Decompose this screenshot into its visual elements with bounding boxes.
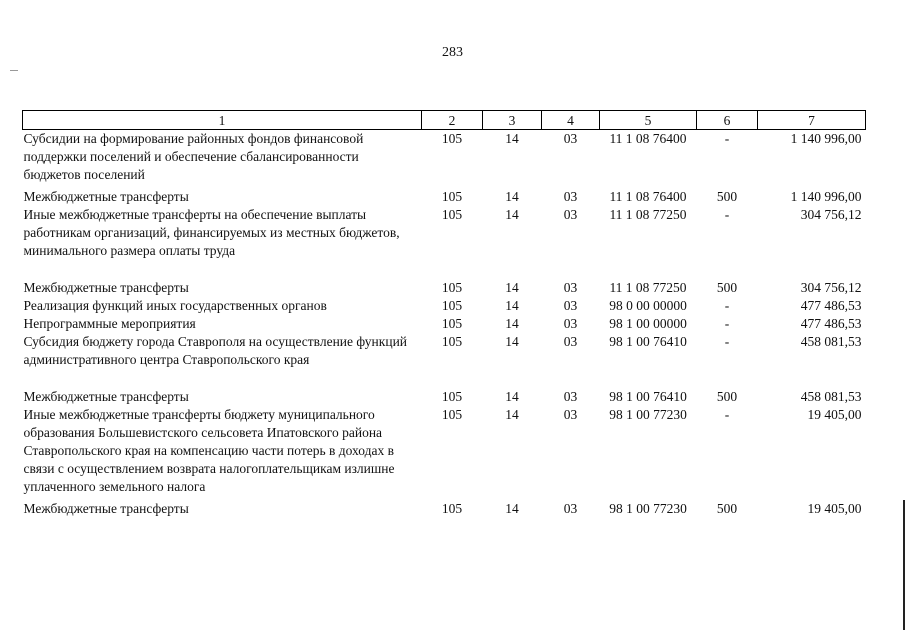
row-section: 14 (505, 316, 519, 331)
row-amount: 304 756,12 (800, 280, 862, 295)
row-ministry-code: 105 (441, 389, 463, 404)
row-target-article: 98 0 00 00000 (609, 298, 687, 313)
table-row (23, 130, 866, 189)
header-col-6: 6 (697, 111, 758, 130)
row-expense-type: 500 (716, 389, 738, 404)
row-amount: 477 486,53 (800, 298, 862, 313)
row-subsection: 03 (563, 501, 578, 516)
row-target-article: 98 1 00 76410 (609, 389, 687, 404)
row-name: Иные межбюджетные трансферты на обеспечение выплаты работникам организаций, финансируемых из местных бюджетов, минимального размера оплаты труда (23, 207, 400, 258)
row-amount: 1 140 996,00 (790, 131, 862, 146)
row-expense-type: 500 (716, 280, 738, 295)
table-row (23, 315, 866, 333)
table-header (23, 111, 866, 130)
table-body (23, 130, 866, 519)
row-target-article: 98 1 00 00000 (609, 316, 687, 331)
row-amount: 458 081,53 (800, 334, 862, 349)
row-subsection: 03 (563, 389, 578, 404)
row-expense-type: - (724, 316, 730, 331)
row-ministry-code: 105 (441, 131, 463, 146)
row-name: Реализация функций иных государственных органов (23, 298, 327, 313)
row-ministry-code: 105 (441, 407, 463, 422)
row-amount: 1 140 996,00 (790, 189, 862, 204)
row-target-article: 11 1 08 76400 (609, 189, 687, 204)
row-expense-type: - (724, 207, 730, 222)
row-name: Непрограммные мероприятия (23, 316, 196, 331)
row-subsection: 03 (563, 407, 578, 422)
row-subsection: 03 (563, 298, 578, 313)
row-expense-type: 500 (716, 501, 738, 516)
row-name: Межбюджетные трансферты (23, 280, 189, 295)
row-amount: 19 405,00 (807, 407, 862, 422)
row-target-article: 11 1 08 76400 (609, 131, 687, 146)
row-ministry-code: 105 (441, 298, 463, 313)
row-subsection: 03 (563, 334, 578, 349)
scan-artifact (10, 70, 18, 71)
row-target-article: 11 1 08 77250 (609, 280, 687, 295)
row-name: Субсидия бюджету города Ставрополя на осуществление функций административного центра Ставропольского края (23, 334, 408, 367)
row-amount: 304 756,12 (800, 207, 862, 222)
header-col-4: 4 (542, 111, 600, 130)
budget-table (22, 110, 866, 518)
row-section: 14 (505, 207, 519, 222)
header-col-1: 1 (23, 111, 422, 130)
row-expense-type: - (724, 131, 730, 146)
header-col-3: 3 (483, 111, 542, 130)
table-row (23, 297, 866, 315)
table-row (23, 188, 866, 206)
table-row (23, 406, 866, 500)
row-expense-type: 500 (716, 189, 738, 204)
row-amount: 19 405,00 (807, 501, 862, 516)
row-subsection: 03 (563, 207, 578, 222)
row-ministry-code: 105 (441, 316, 463, 331)
row-target-article: 98 1 00 77230 (609, 407, 687, 422)
header-col-5: 5 (600, 111, 697, 130)
row-target-article: 11 1 08 77250 (609, 207, 687, 222)
header-row (23, 111, 866, 130)
row-section: 14 (505, 131, 519, 146)
row-name: Субсидии на формирование районных фондов финансовой поддержки поселений и обеспечение сбалансированности бюджетов поселений (23, 131, 364, 182)
row-section: 14 (505, 189, 519, 204)
row-ministry-code: 105 (441, 334, 463, 349)
row-section: 14 (505, 407, 519, 422)
row-expense-type: - (724, 407, 730, 422)
row-subsection: 03 (563, 189, 578, 204)
row-amount: 458 081,53 (800, 389, 862, 404)
table-row (23, 500, 866, 518)
row-name: Межбюджетные трансферты (23, 501, 189, 516)
row-expense-type: - (724, 298, 730, 313)
table-row (23, 206, 866, 279)
table-row (23, 279, 866, 297)
row-section: 14 (505, 334, 519, 349)
row-name: Межбюджетные трансферты (23, 389, 189, 404)
row-ministry-code: 105 (441, 207, 463, 222)
row-section: 14 (505, 501, 519, 516)
page-number: 283 (442, 45, 463, 60)
header-col-7: 7 (758, 111, 866, 130)
row-target-article: 98 1 00 76410 (609, 334, 687, 349)
row-subsection: 03 (563, 131, 578, 146)
row-section: 14 (505, 389, 519, 404)
row-name: Межбюджетные трансферты (23, 189, 189, 204)
row-subsection: 03 (563, 316, 578, 331)
row-ministry-code: 105 (441, 280, 463, 295)
row-name: Иные межбюджетные трансферты бюджету муниципального образования Большевистского сельсовета Ипатовского района Ставропольского края на компенсацию части потерь в доходах в связи с осуществлением возврата налогоплательщикам излишне уплаченного земельного налога (23, 407, 395, 494)
row-section: 14 (505, 280, 519, 295)
header-col-2: 2 (422, 111, 483, 130)
row-ministry-code: 105 (441, 189, 463, 204)
table-row (23, 333, 866, 388)
row-ministry-code: 105 (441, 501, 463, 516)
row-subsection: 03 (563, 280, 578, 295)
row-expense-type: - (724, 334, 730, 349)
row-amount: 477 486,53 (800, 316, 862, 331)
table-row (23, 388, 866, 406)
row-target-article: 98 1 00 77230 (609, 501, 687, 516)
row-section: 14 (505, 298, 519, 313)
